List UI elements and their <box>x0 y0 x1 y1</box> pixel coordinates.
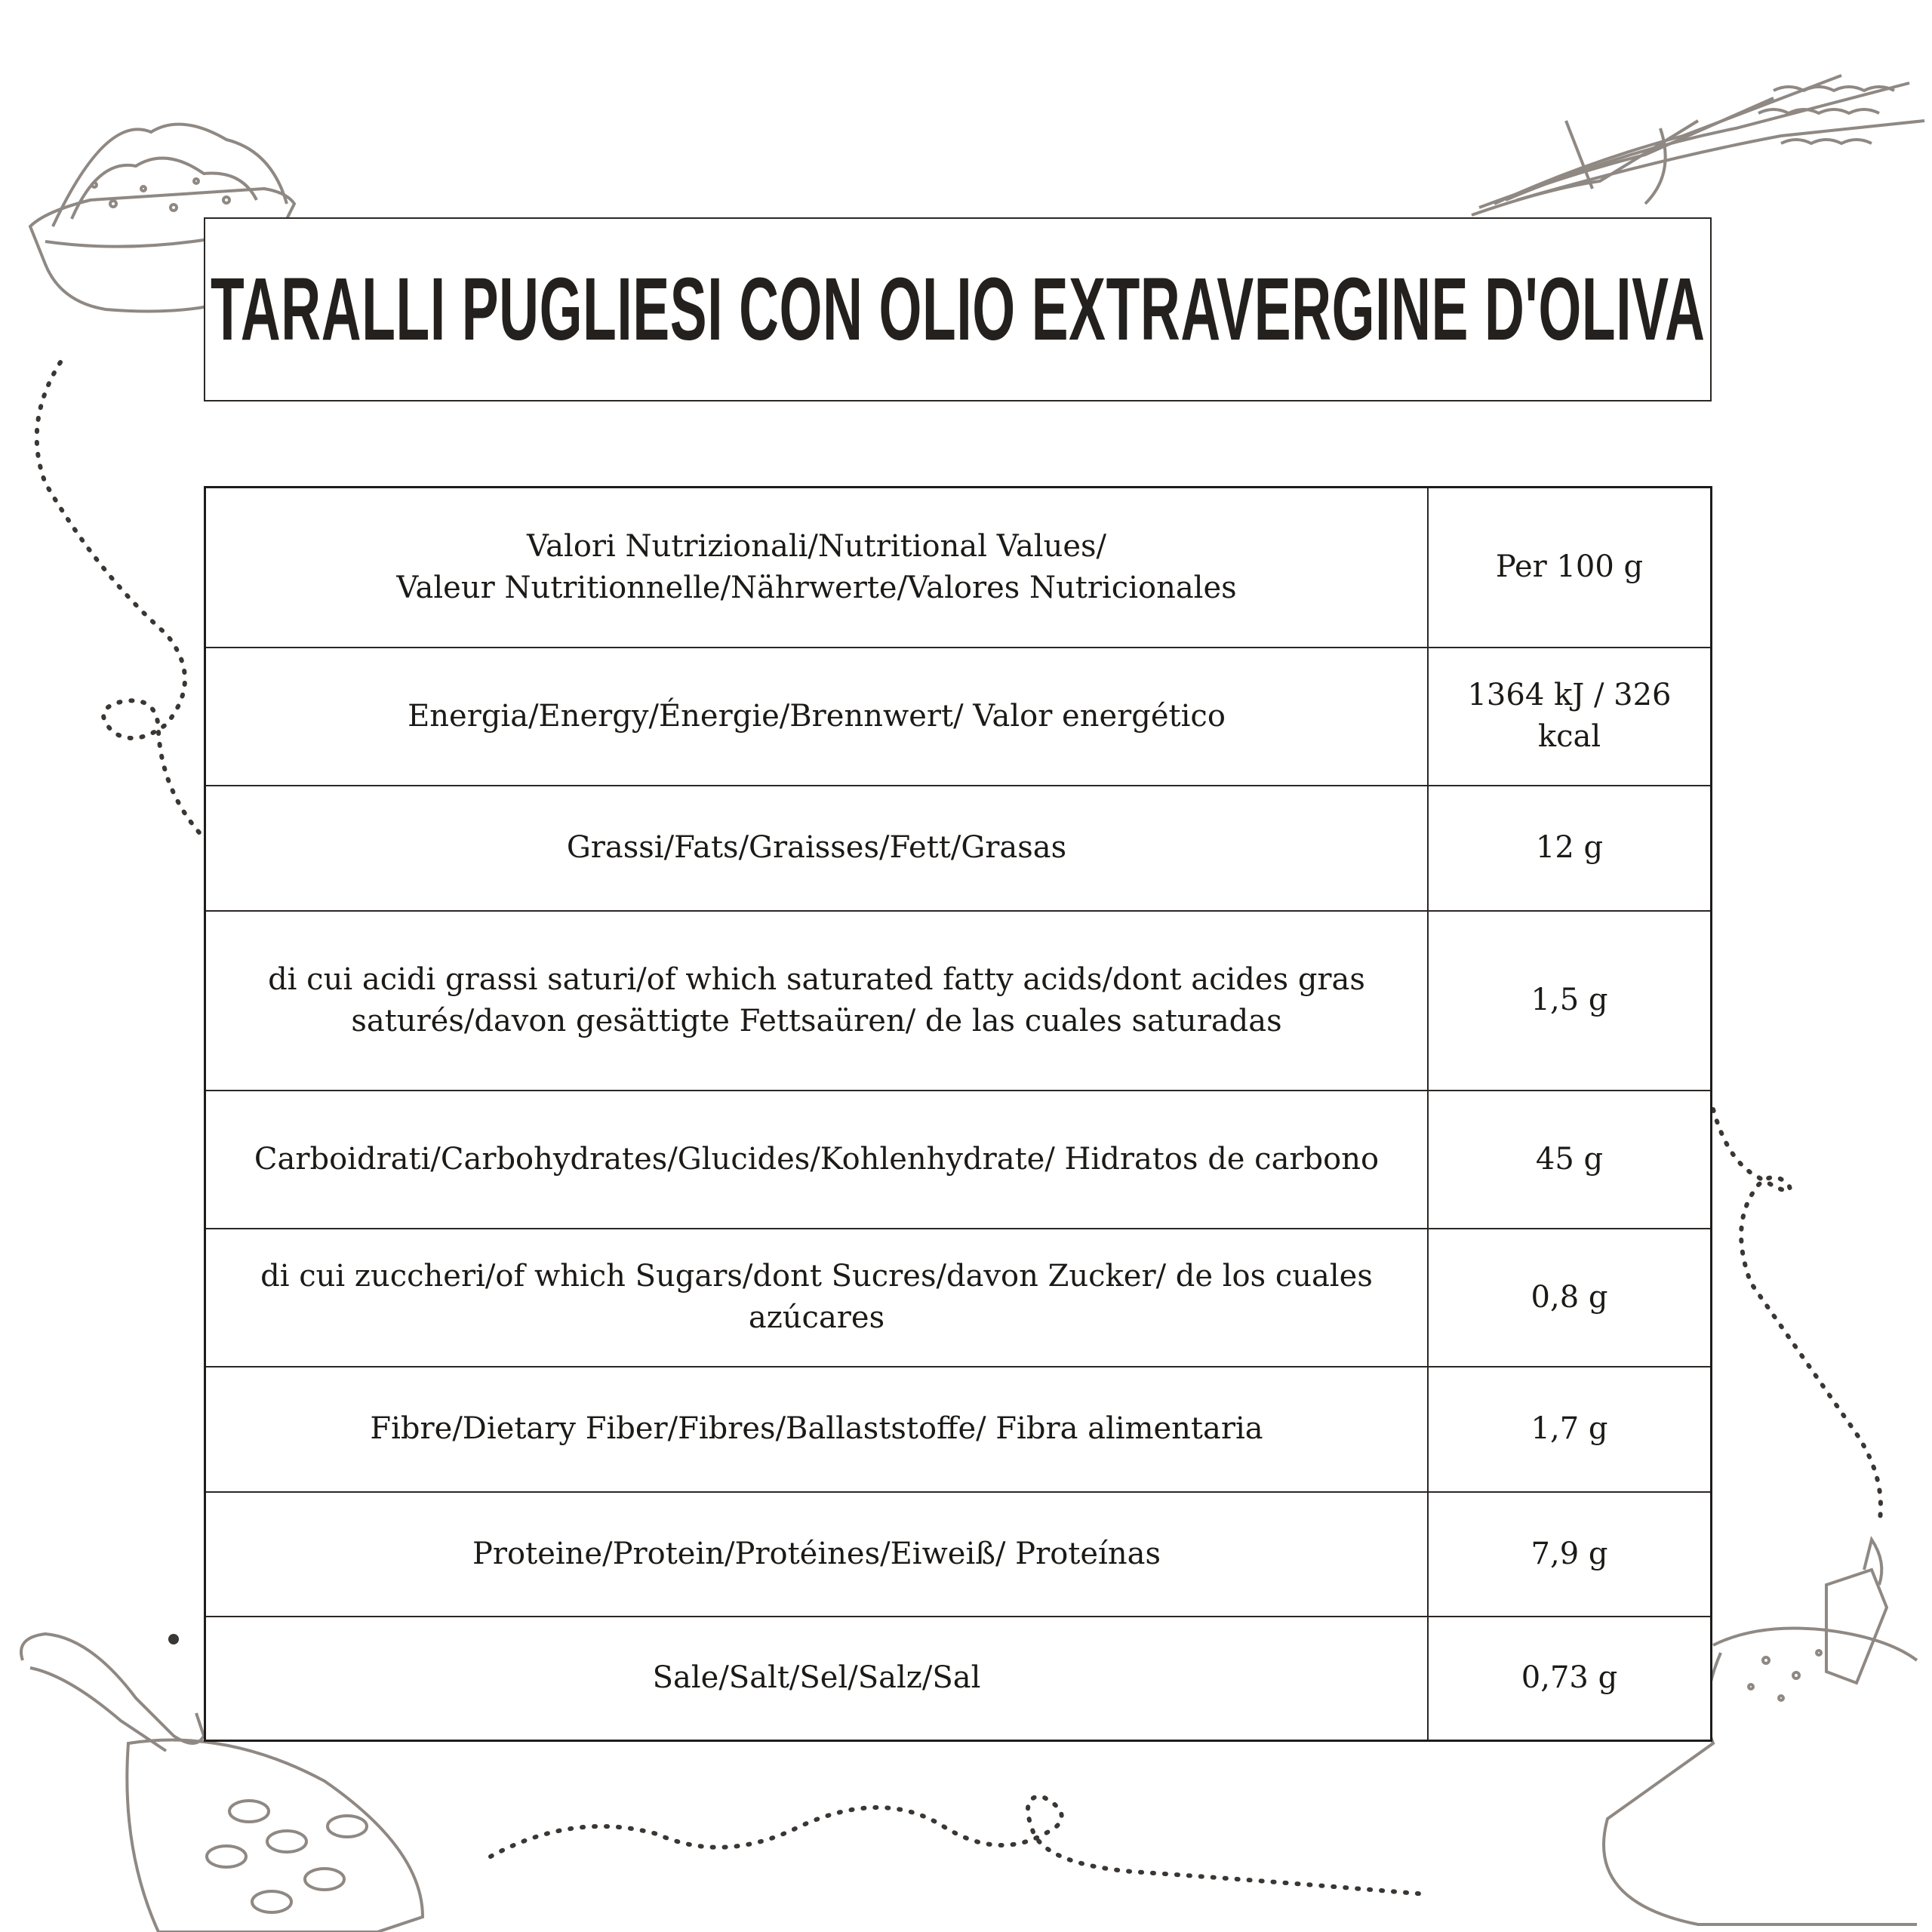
table-row <box>205 1091 1712 1229</box>
header-value-cell: Per 100 g <box>1428 488 1712 648</box>
nutrient-label: Carboidrati/Carbohydrates/Glucides/Kohlenhydrate/ Hidratos de carbono <box>205 1091 1429 1229</box>
nutrient-value: 1364 kJ / 326 kcal <box>1428 648 1712 786</box>
table-row <box>205 786 1712 911</box>
dot-decoration <box>168 1634 179 1644</box>
table-header-row <box>205 488 1712 648</box>
table-row <box>205 1492 1712 1617</box>
nutrient-value: 45 g <box>1428 1091 1712 1229</box>
table-row <box>205 911 1712 1091</box>
table-row <box>205 1229 1712 1367</box>
nutrient-label: Fibre/Dietary Fiber/Fibres/Ballaststoffe/ Fibra alimentaria <box>205 1367 1429 1492</box>
table-row <box>205 648 1712 786</box>
nutrient-label: Grassi/Fats/Graisses/Fett/Grasas <box>205 786 1429 911</box>
table-row <box>205 1617 1712 1741</box>
nutrient-value: 7,9 g <box>1428 1492 1712 1617</box>
header-label-cell <box>205 488 1429 648</box>
header-label-line1: Valori Nutrizionali/Nutritional Values/ <box>526 528 1107 564</box>
table-row <box>205 1367 1712 1492</box>
nutrient-label: Proteine/Protein/Protéines/Eiweiß/ Proteínas <box>205 1492 1429 1617</box>
nutrient-label: di cui acidi grassi saturi/of which saturated fatty acids/dont acides gras saturés/davon gesättigte Fettsaüren/ de las cuales saturadas <box>205 911 1429 1091</box>
nutrition-table <box>204 486 1712 1742</box>
header-label-line2: Valeur Nutritionnelle/Nährwerte/Valores Nutricionales <box>396 570 1237 605</box>
nutrient-value: 0,8 g <box>1428 1229 1712 1367</box>
nutrient-label: Sale/Salt/Sel/Salz/Sal <box>205 1617 1429 1741</box>
nutrient-value: 1,7 g <box>1428 1367 1712 1492</box>
nutrient-label: Energia/Energy/Énergie/Brennwert/ Valor energético <box>205 648 1429 786</box>
nutrient-value: 12 g <box>1428 786 1712 911</box>
title-box <box>204 217 1712 401</box>
page-title: TARALLI PUGLIESI CON OLIO EXTRAVERGINE D'OLIVA <box>210 260 1706 359</box>
nutrient-value: 1,5 g <box>1428 911 1712 1091</box>
nutrient-label: di cui zuccheri/of which Sugars/dont Sucres/davon Zucker/ de los cuales azúcares <box>205 1229 1429 1367</box>
nutrient-value: 0,73 g <box>1428 1617 1712 1741</box>
wheat-bundle-icon <box>1472 75 1924 215</box>
